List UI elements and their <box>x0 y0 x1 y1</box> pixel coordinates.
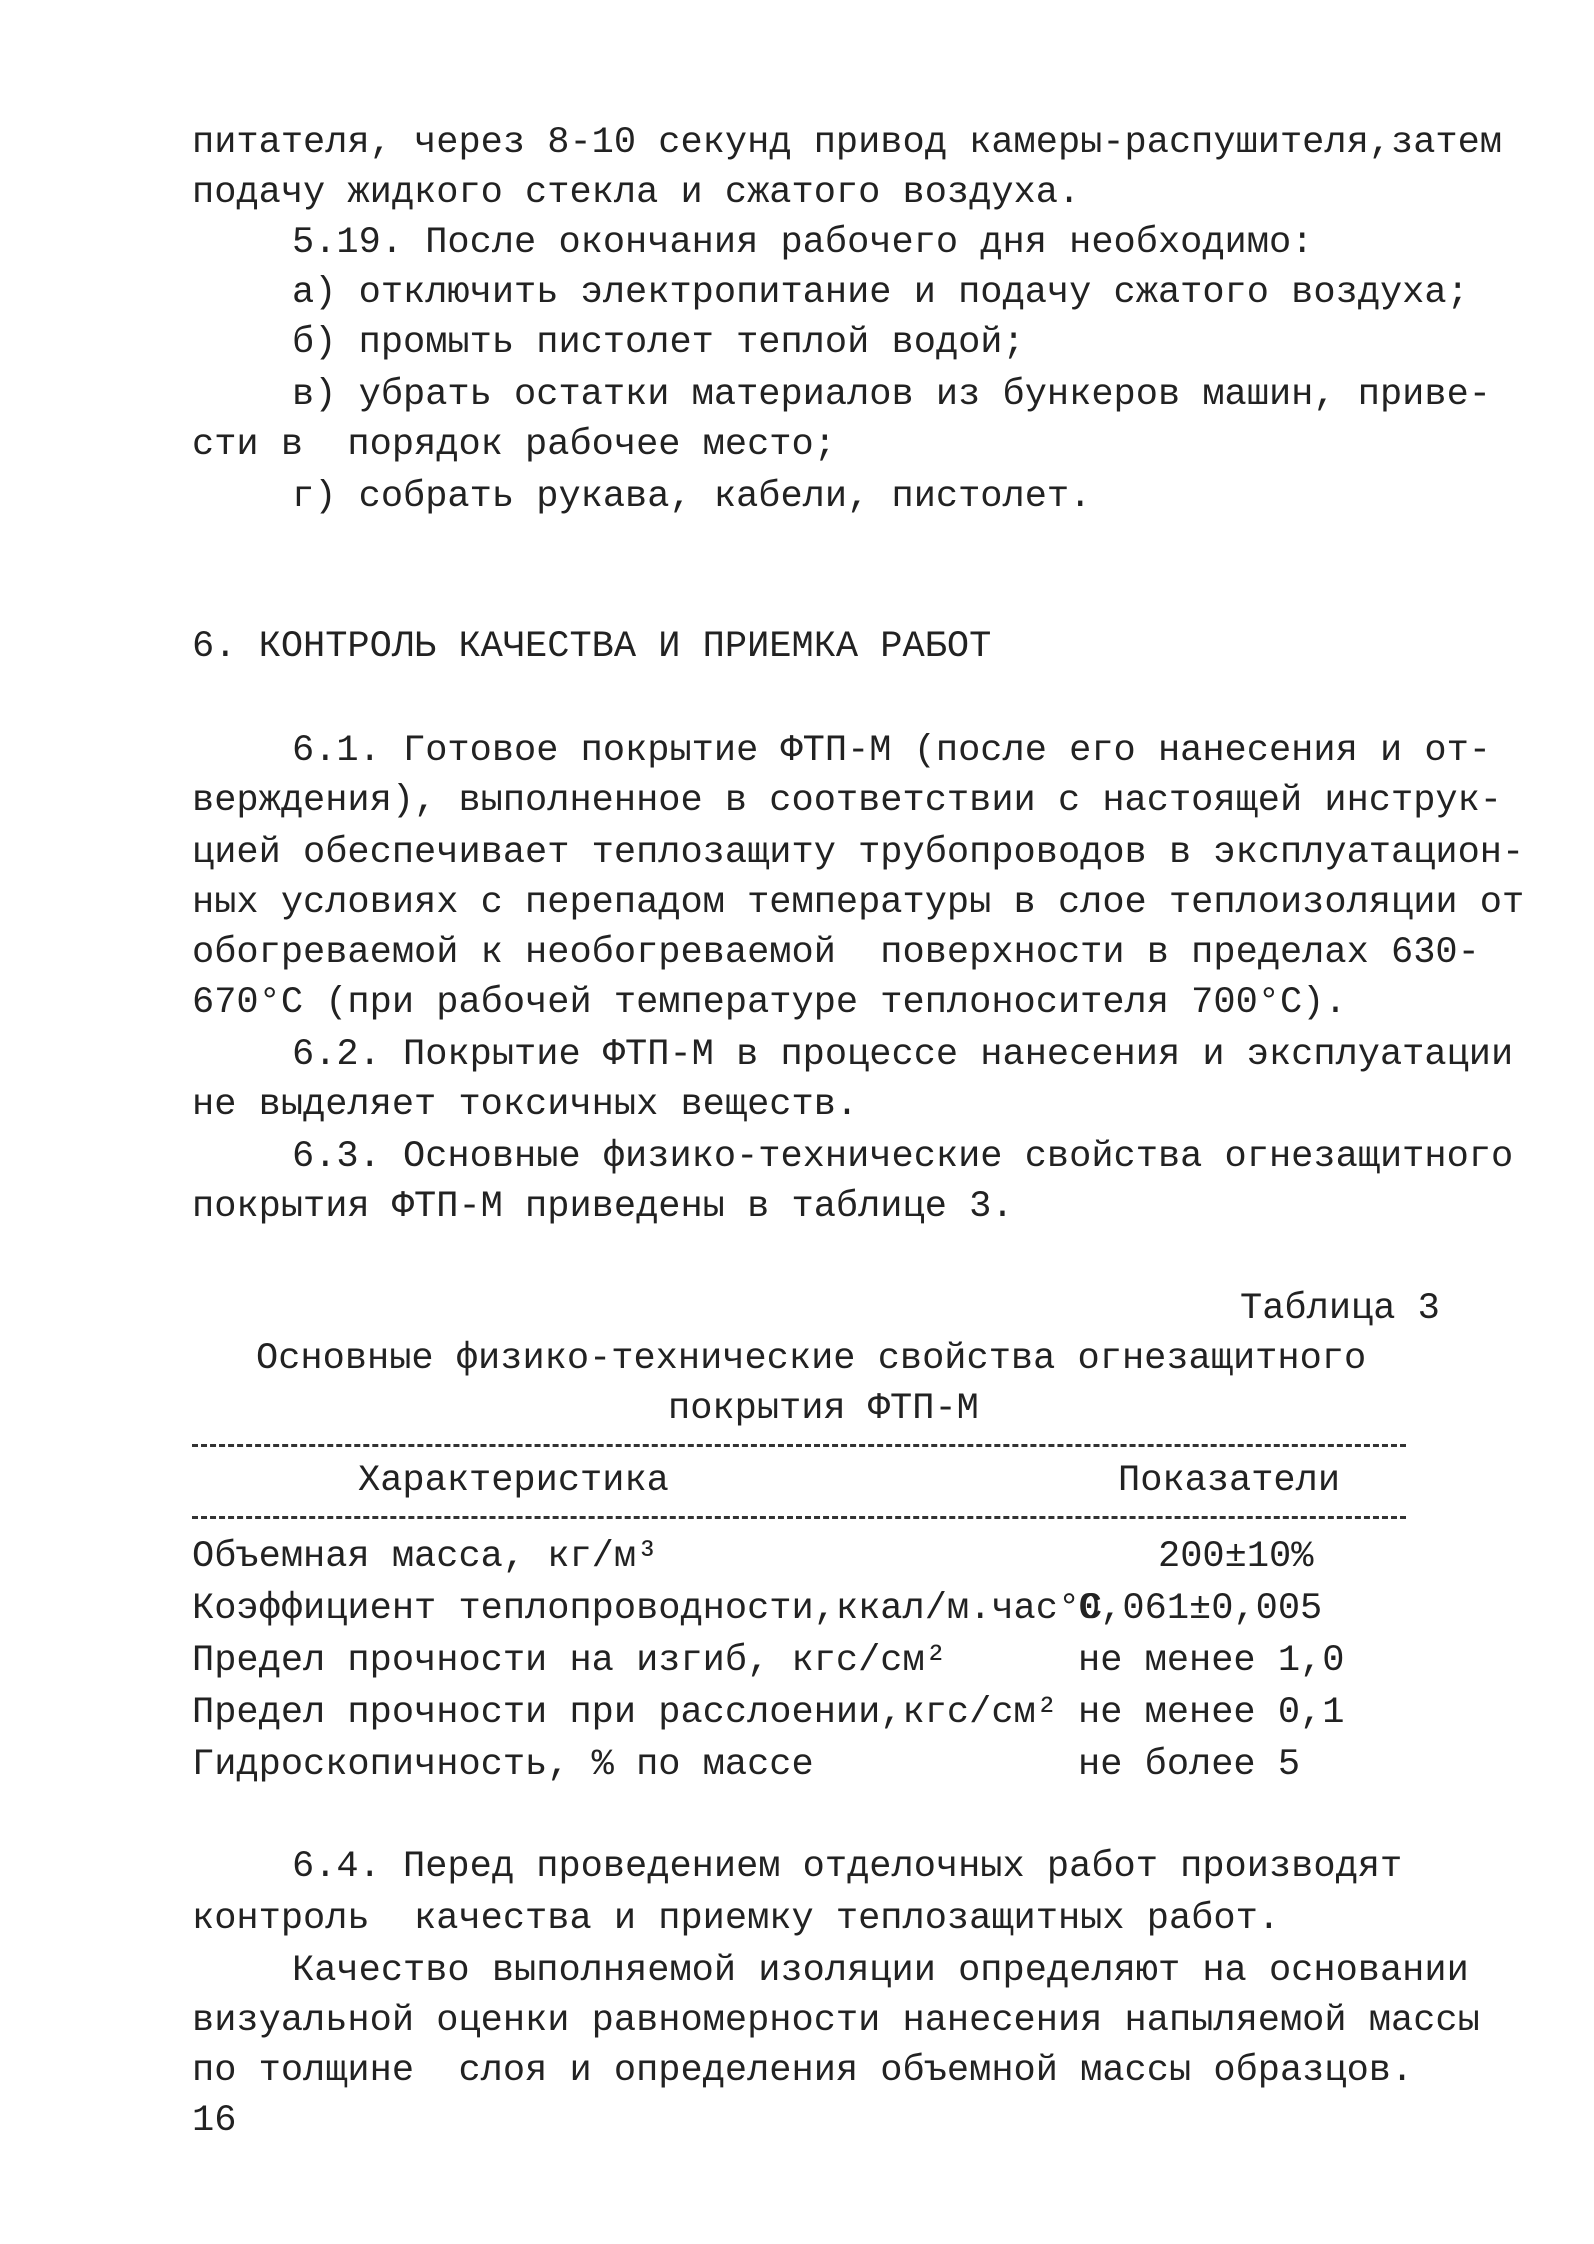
list-item-a: а) отключить электропитание и подачу сжатого воздуха; <box>292 272 1469 314</box>
table-row-value: 200±10% <box>1158 1536 1314 1578</box>
table-row-value: не менее 1,0 <box>1078 1640 1345 1682</box>
list-item-b: б) промыть пистолет теплой водой; <box>292 322 1025 364</box>
paragraph-quality: Качество выполняемой изоляции определяют на основании <box>292 1950 1469 1992</box>
clause-5-19: 5.19. После окончания рабочего дня необходимо: <box>292 222 1314 264</box>
paragraph-6-1: обогреваемой к необогреваемой поверхности в пределах 630- <box>192 932 1480 974</box>
paragraph-6-2: 6.2. Покрытие ФТП-М в процессе нанесения и эксплуатации <box>292 1034 1514 1076</box>
paragraph-6-2: не выделяет токсичных веществ. <box>192 1084 859 1126</box>
list-item-c-cont: сти в порядок рабочее место; <box>192 424 836 466</box>
list-item-c: в) убрать остатки материалов из бункеров машин, приве- <box>292 374 1491 416</box>
table-row-char: Коэффициент теплопроводности,ккал/м.час°С <box>192 1588 1103 1630</box>
paragraph-6-4: 6.4. Перед проведением отделочных работ производят <box>292 1846 1403 1888</box>
table-title: покрытия ФТП-М <box>668 1388 979 1430</box>
table-row-value: 0,061±0,005 <box>1078 1588 1323 1630</box>
table-row-char: Предел прочности при расслоении,кгс/см² <box>192 1692 1058 1734</box>
paragraph-6-1: ных условиях с перепадом температуры в слое теплоизоляции от <box>192 882 1525 924</box>
paragraph-6-1: 670°С (при рабочей температуре теплоносителя 700°С). <box>192 982 1347 1024</box>
table-row-char: Объемная масса, кг/м³ <box>192 1536 659 1578</box>
paragraph-6-4: контроль качества и приемку теплозащитных работ. <box>192 1898 1280 1940</box>
table-row-value: не менее 0,1 <box>1078 1692 1345 1734</box>
table-row-char: Предел прочности на изгиб, кгс/см² <box>192 1640 947 1682</box>
table-rule-header <box>192 1516 1406 1519</box>
table-title: Основные физико-технические свойства огнезащитного <box>256 1338 1367 1380</box>
table-label: Таблица 3 <box>1240 1288 1440 1330</box>
paragraph-6-1: верждения), выполненное в соответствии с настоящей инструк- <box>192 780 1503 822</box>
paragraph-6-1: 6.1. Готовое покрытие ФТП-М (после его нанесения и от- <box>292 730 1491 772</box>
table-header-values: Показатели <box>1118 1460 1341 1502</box>
paragraph-6-1: цией обеспечивает теплозащиту трубопроводов в эксплуатацион- <box>192 832 1525 874</box>
text-line: подачу жидкого стекла и сжатого воздуха. <box>192 172 1081 214</box>
paragraph-6-3: 6.3. Основные физико-технические свойства огнезащитного <box>292 1136 1514 1178</box>
table-rule-top <box>192 1444 1406 1447</box>
paragraph-quality: визуальной оценки равномерности нанесения напыляемой массы <box>192 2000 1480 2042</box>
table-header-characteristic: Характеристика <box>358 1460 669 1502</box>
table-row-char: Гидроскопичность, % по массе <box>192 1744 814 1786</box>
section-heading: 6. КОНТРОЛЬ КАЧЕСТВА И ПРИЕМКА РАБОТ <box>192 626 992 668</box>
paragraph-quality: по толщине слоя и определения объемной массы образцов. <box>192 2050 1414 2092</box>
list-item-d: г) собрать рукава, кабели, пистолет. <box>292 476 1092 518</box>
text-line: питателя, через 8-10 секунд привод камеры-распушителя,затем <box>192 122 1503 164</box>
table-row-value: не более 5 <box>1078 1744 1301 1786</box>
paragraph-6-3: покрытия ФТП-М приведены в таблице 3. <box>192 1186 1014 1228</box>
page-number: 16 <box>192 2100 237 2142</box>
